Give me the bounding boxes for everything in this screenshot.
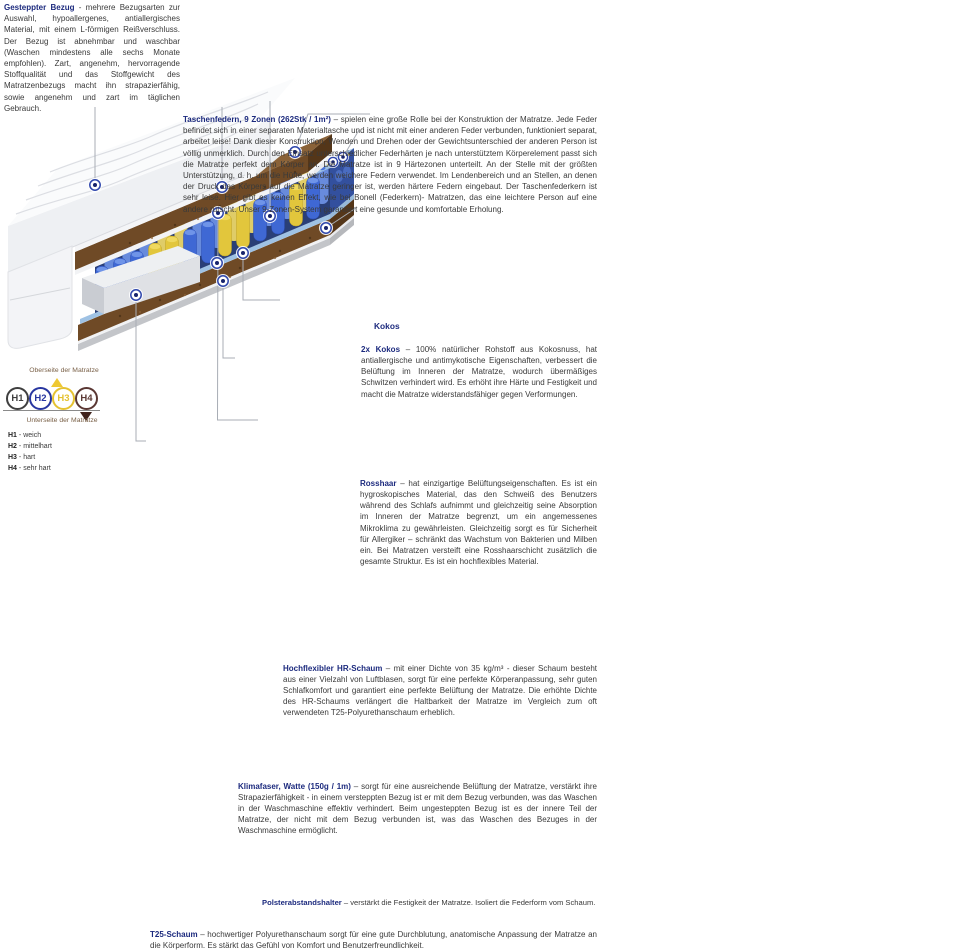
- label-kokos: Kokos: [374, 320, 400, 331]
- section-title: Klimafaser, Watte (150g / 1m): [238, 781, 351, 791]
- section-title: Hochflexibler HR-Schaum: [283, 663, 383, 673]
- section-klimafaser: [238, 781, 597, 837]
- klimafaser-marker: [216, 274, 230, 288]
- section-polsterabstandshalter: [262, 897, 598, 908]
- section-title: Gesteppter Bezug: [4, 3, 75, 12]
- firmness-zone-h4: H4: [75, 387, 98, 410]
- mattress-bottom-side-label: Unterseite der Matratze: [26, 417, 98, 424]
- t25-marker: [129, 288, 143, 302]
- section-body: – mit einer Dichte von 35 kg/m³ - dieser Schaum besteht aus einer Vielzahl von Luftblasen, sorgt für eine perfekte Körperanpassung, sehr guten Schlafkomfort und garantiert eine perfekte Belüftung der Matratze. Die erhöhte Dichte des HR-Schaums verlängert die Haltbarkeit der Matratze im Vergleich zum oft verwendeten T25-Polyurethanschaum erheblich.: [283, 663, 597, 718]
- mattress-top-side-label: Oberseite der Matratze: [29, 367, 99, 374]
- section-body: – hat einzigartige Belüftungseigenschaften. Es ist ein hygroskopisches Material, das den Schweiß des Benutzers während des Schlafs aufnimmt und gleichzeitig seine Absorption im Inneren der Matratze begrenzt, um ein angemessenes Mikroklima zu gewährleisten. Gleichzeitig sorgt es für Sicherheit für Allergiker – schränkt das Wachstum von Bakterien und Milben ein. Bei Matratzen versteift eine Rosshaarschicht zusätzlich die gesamte Struktur. Es ist ein hochflexibles Material.: [360, 478, 597, 567]
- zone-baseline: [3, 410, 100, 411]
- firmness-zone-h2: H2: [29, 387, 52, 410]
- section-body: – sorgt für eine ausreichende Belüftung der Matratze, verstärkt ihre Strapazierfähigkeit - in einem versteppten Bezug ist er mit dem Bezug verbunden, was das Waschen in der Waschmaschine effektiv verhindert. Beim ungesteppten Bezug ist es der innere Teil der Matratze, der nicht mit dem Bezug verbunden ist, was das Waschen des Bezuges in der Waschmaschine ermöglicht.: [238, 781, 597, 836]
- section-t25-schaum: [150, 929, 597, 951]
- section-title: Rosshaar: [360, 478, 397, 488]
- top-side-arrow-icon: [51, 378, 63, 387]
- firmness-legend: [8, 430, 52, 474]
- section-hr-schaum: [283, 663, 597, 719]
- cover-marker: [88, 178, 102, 192]
- legend-row-h2: H2 - mittelhart: [8, 443, 52, 450]
- section-body: - mehrere Bezugsarten zur Auswahl, hypoallergenes, antiallergisches Material, mit einem L-förmigen Reißverschluss. Der Bezug ist abnehmbar und waschbar (Waschen mindestens alle sechs Monate empfohlen). Zart, angenehm, hervorragende Stoffqualität und das Stoffgewicht des Matratzenbezugs macht ihn strapazierfähig, sowie angenehm und zart im täglichen Gebrauch.: [4, 3, 180, 113]
- section-taschenfedern: [183, 114, 597, 215]
- section-title: Polsterabstandshalter: [262, 897, 342, 907]
- firmness-zone-h1: H1: [6, 387, 29, 410]
- section-2x-kokos: [361, 344, 597, 400]
- legend-row-h3: H3 - hart: [8, 454, 36, 461]
- section-body: – hochwertiger Polyurethanschaum sorgt für eine gute Durchblutung, anatomische Anpassung der Matratze an die Körperform. Es stärkt das Gefühl von Komfort und Benutzerfreundlichkeit.: [150, 929, 597, 950]
- section-title: T25-Schaum: [150, 929, 198, 939]
- section-title: 2x Kokos: [361, 344, 401, 354]
- legend-row-h1: H1 - weich: [8, 432, 42, 439]
- polster-marker-bottom: [210, 256, 224, 270]
- section-body: – 100% natürlicher Rohstoff aus Kokosnuss, hat antiallergische und antimykotische Eigenschaften, verbessert die Belüftung im Inneren der Matratze, wodurch übermäßiges Schwitzen verhindert wird. Es erhöht ihre Härte und Festigkeit und macht die Matratze widerstandsfähiger gegen Verformungen.: [361, 344, 598, 399]
- section-body: – spielen eine große Rolle bei der Konstruktion der Matratze. Jede Feder befindet sich in einer separaten Materialtasche und ist nicht mit einer anderen Feder verbunden, funktioniert separat, arbeitet leise! Dank dieser Konstruktion, Wenden und Drehen oder der Gewichtsunterschied der anderen Person ist völlig unmerklich. Durch den Einsatz unterschiedlicher Federhärten je nach unterstütztem Körperelement passt sich die Matratze perfekt dem Körper an. Die Matratze ist in 9 Härtezonen unterteilt. An der Stelle mit der größten Unterstützung, d. h. um die Hüfte, werden weichere Federn verwendet. Im Lendenbereich und an Stellen, an denen der Druck des Körpers auf die Matratze geringer ist, werden härtere Federn eingebaut. Der Taschenfederkern ist sehr leise. Hier gibt es keinen Effekt, wie bei Bonell (Federkern)- Matratzen, das eine leichtere Person auf eine andere rutscht. Unser 9-Zonen-System garantiert eine gesunde und komfortable Erholung.: [183, 115, 597, 214]
- section-body: – verstärkt die Festigkeit der Matratze. Isoliert die Federform vom Schaum.: [341, 897, 596, 907]
- firmness-zone-h3: H3: [52, 387, 75, 410]
- rosshaar-marker: [319, 221, 333, 235]
- section-rosshaar: [360, 478, 597, 568]
- hr-schaum-marker: [236, 246, 250, 260]
- legend-row-h4: H4 - sehr hart: [8, 465, 51, 472]
- section-gesteppter-bezug: [4, 2, 180, 114]
- section-title: Taschenfedern, 9 Zonen (262Stk / 1m²): [183, 115, 331, 125]
